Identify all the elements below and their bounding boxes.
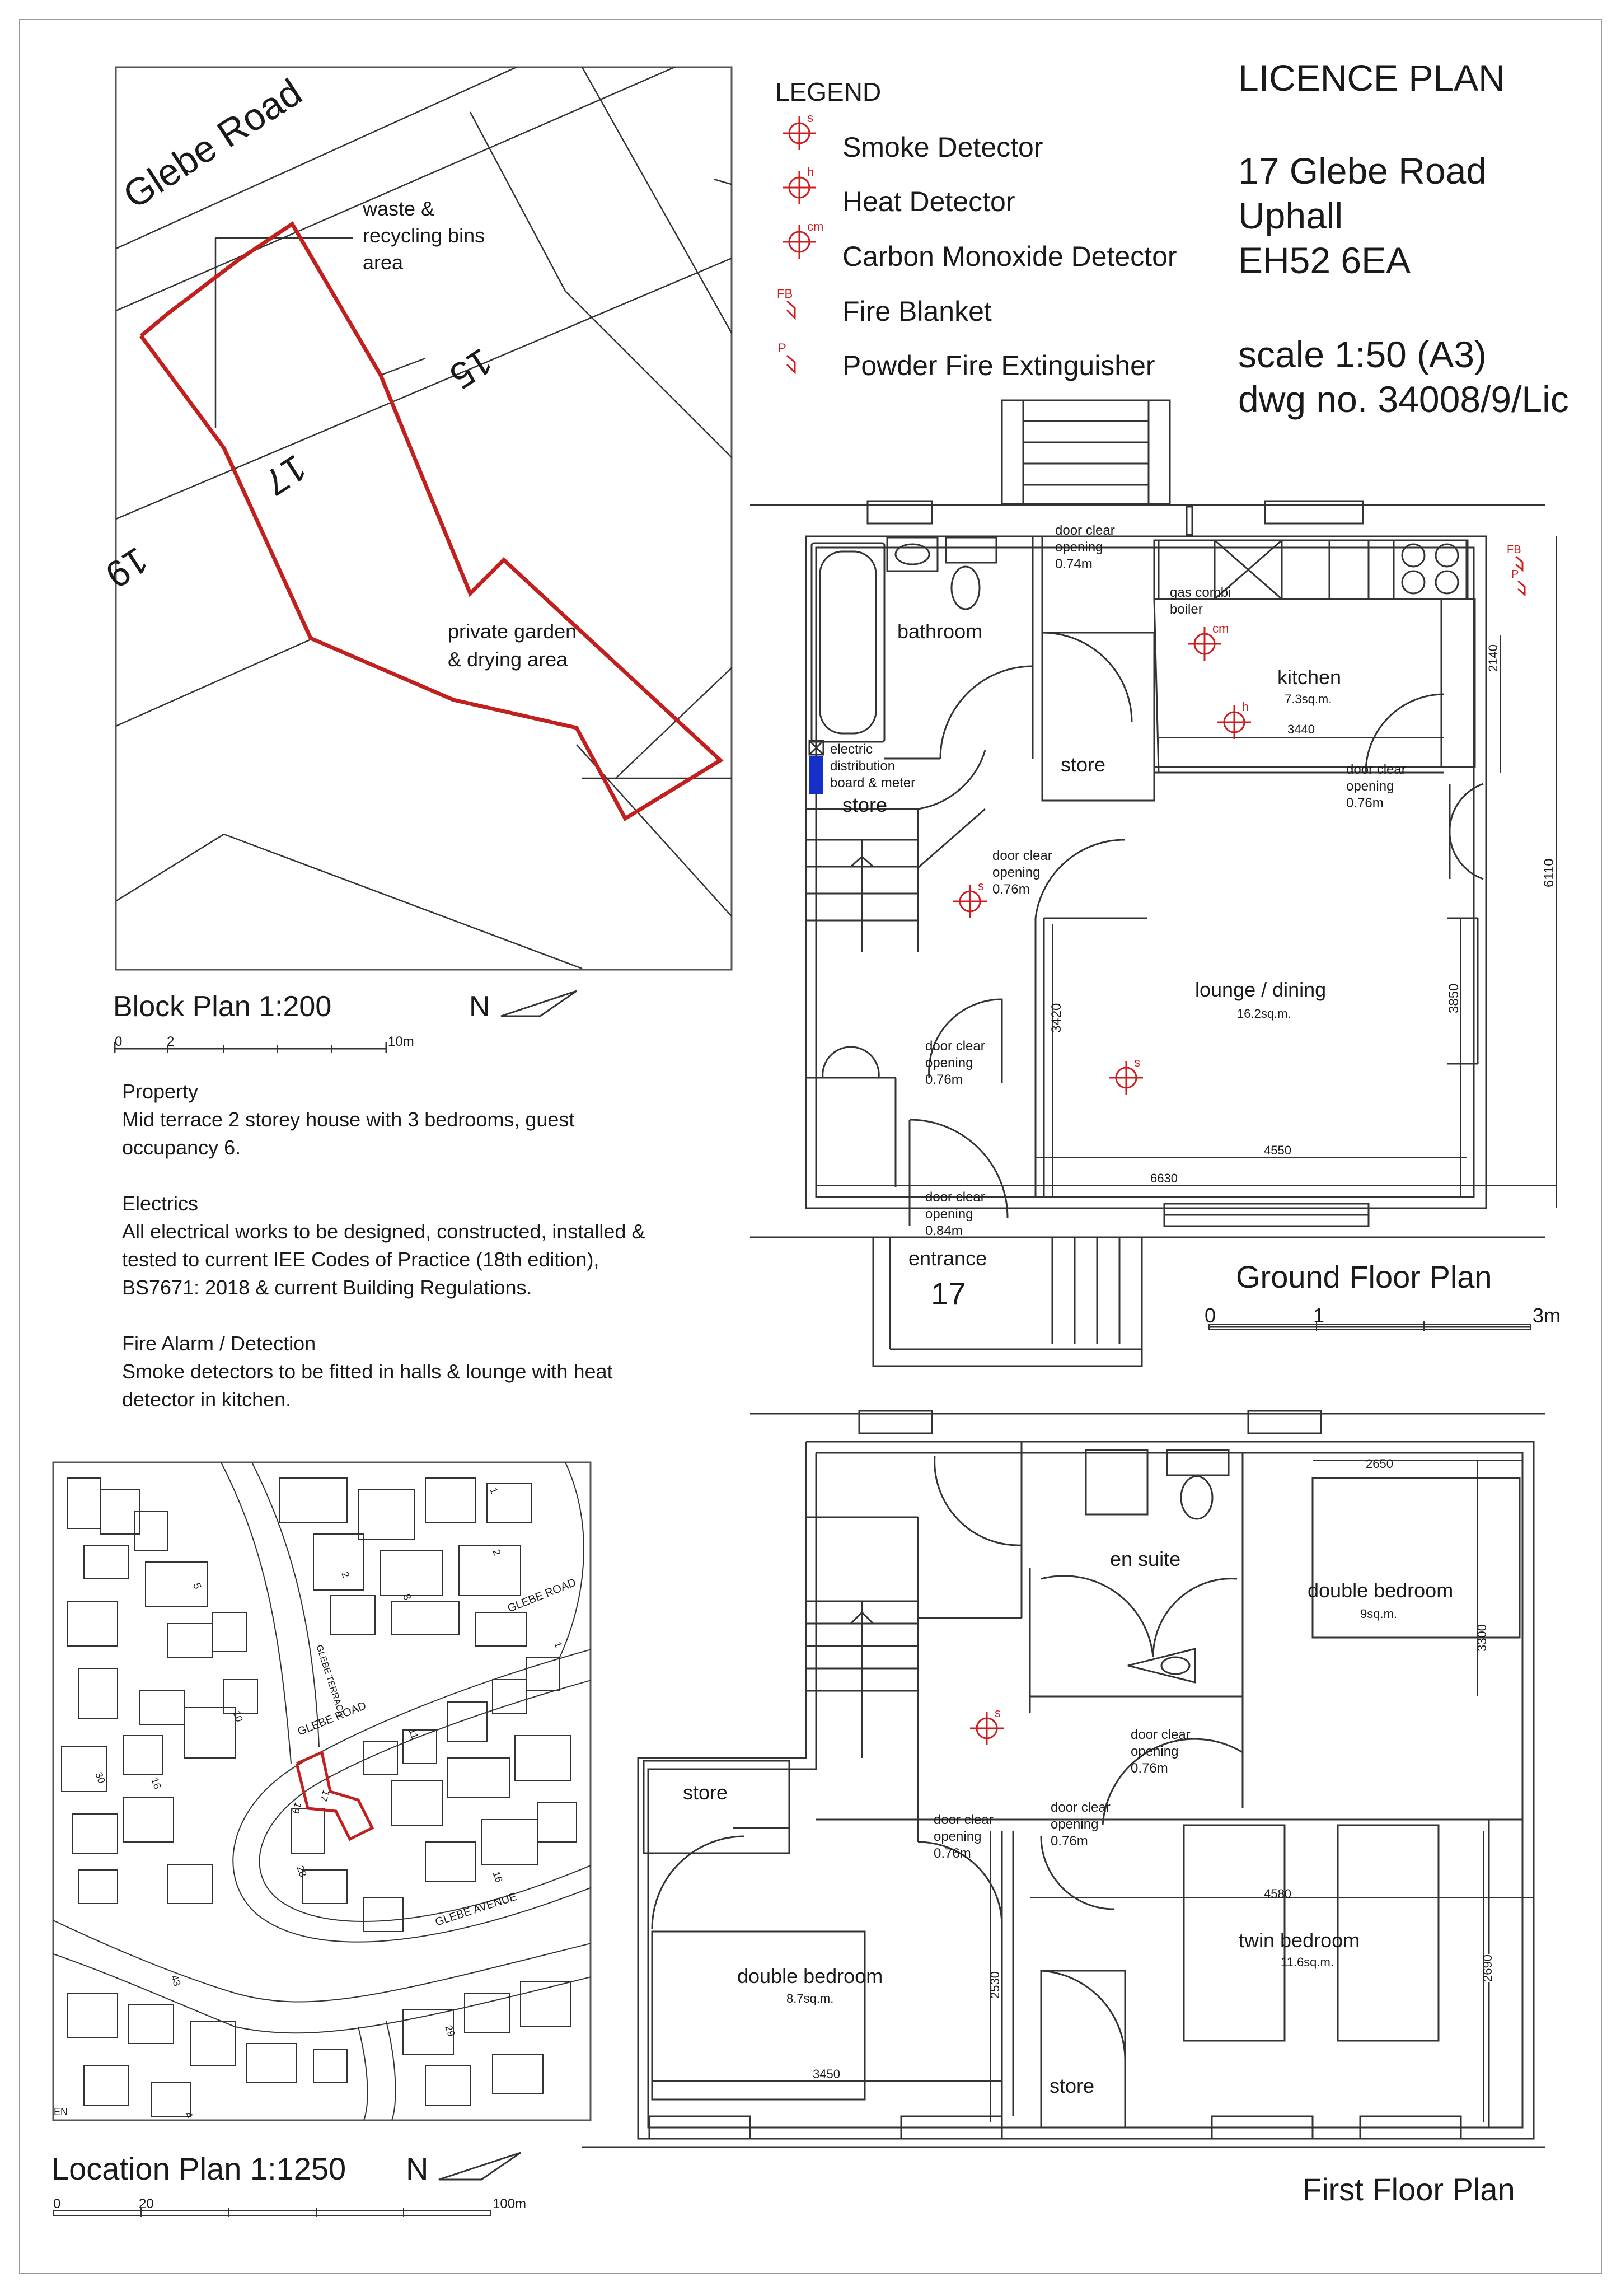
co-detector-icon: cm (807, 219, 824, 233)
fire-blanket-icon (1507, 544, 1522, 570)
boiler-note-1: gas combi (1170, 585, 1231, 600)
dim-4550: 4550 (1264, 1143, 1291, 1157)
smoke-detector-icon (1109, 1055, 1143, 1095)
first-floor-title: First Floor Plan (1303, 2172, 1515, 2207)
loc-no-1a: 1 (488, 1486, 500, 1495)
ff-dim-2690: 2690 (1481, 1954, 1494, 1982)
loc-street-4: GLEBE AVENUE (433, 1890, 519, 1929)
loc-no-5: 5 (191, 1581, 204, 1591)
garden-label-2: & drying area (448, 648, 568, 671)
loc-scale-0: 0 (53, 2196, 61, 2211)
bins-label-2: recycling bins (363, 224, 485, 247)
legend-label-extinguisher: Powder Fire Extinguisher (842, 350, 1155, 381)
loc-no-16a: 16 (149, 1776, 163, 1791)
dim-2140: 2140 (1486, 644, 1500, 672)
room-double-bedroom-2-area: 8.7sq.m. (786, 1991, 834, 2005)
door-clear-4-l3: 0.76m (925, 1072, 963, 1087)
loc-no-2b: 2 (339, 1570, 352, 1579)
note-body-fire: Smoke detectors to be fitted in halls & lounge with heat detector in kitchen. (122, 1360, 613, 1411)
note-heading-fire: Fire Alarm / Detection (122, 1332, 316, 1355)
title-block (1238, 57, 1569, 420)
dim-3850: 3850 (1446, 983, 1461, 1013)
notes (122, 1078, 654, 1442)
loc-no-29: 29 (443, 2023, 457, 2038)
door-clear-2-l3: 0.76m (1346, 796, 1384, 811)
legend (775, 77, 1177, 381)
room-bathroom: bathroom (897, 620, 983, 643)
address-line-1: 17 Glebe Road (1238, 150, 1487, 191)
block-scale-label-0: 0 (115, 1034, 123, 1049)
ff-door-clear-1-l1: door clear (1131, 1727, 1191, 1742)
block-plan-north: N (469, 990, 490, 1023)
fire-blanket-symbol: FB (777, 287, 793, 301)
gf-scale-0: 0 (1205, 1304, 1216, 1327)
co-detector-icon (1188, 621, 1229, 661)
ground-floor-title: Ground Floor Plan (1236, 1259, 1492, 1294)
legend-label-heat: Heat Detector (842, 186, 1015, 217)
room-en-suite: en suite (1110, 1547, 1181, 1570)
plan-title: LICENCE PLAN (1238, 57, 1505, 99)
heat-detector-symbol: h (1242, 700, 1249, 714)
north-arrow-icon (501, 991, 577, 1016)
electric-note-1: electric (830, 742, 873, 757)
heat-detector-icon (1217, 700, 1251, 739)
ff-dim-2650: 2650 (1366, 1457, 1393, 1471)
loc-scale-20: 20 (139, 2196, 154, 2211)
loc-no-11: 11 (406, 1727, 421, 1741)
extinguisher-symbol: P (778, 341, 786, 355)
extinguisher-icon (1511, 568, 1525, 595)
room-store-left: store (683, 1781, 728, 1804)
loc-street-3: GLEBE TERRACE (314, 1643, 346, 1718)
note-body-property: Mid terrace 2 storey house with 3 bedrooms, guest occupancy 6. (122, 1108, 575, 1159)
drawing-number: dwg no. 34008/9/Lic (1238, 378, 1569, 420)
loc-no-17: 17 (317, 1788, 332, 1803)
legend-heading: LEGEND (775, 77, 882, 106)
loc-no-43: 43 (168, 1973, 183, 1988)
loc-no-16b: 16 (490, 1869, 505, 1885)
door-clear-2-l1: door clear (1346, 762, 1406, 777)
door-clear-2-l2: opening (1346, 779, 1394, 794)
block-scale-label-10: 10m (388, 1034, 414, 1049)
smoke-detector-icon (970, 1706, 1004, 1745)
ff-dim-3300: 3300 (1475, 1624, 1489, 1652)
dim-6630: 6630 (1150, 1171, 1178, 1185)
dim-3420: 3420 (1049, 1003, 1064, 1033)
heat-detector-icon: h (807, 165, 814, 179)
co-detector-symbol: cm (1212, 621, 1229, 635)
bins-label-3: area (363, 251, 404, 274)
door-clear-5-l3: 0.84m (925, 1223, 963, 1238)
door-clear-1-l1: door clear (1055, 523, 1115, 538)
note-body-electrics: All electrical works to be designed, constructed, installed & tested to current IEE Codes of Practice (18th edition), BS7671: 2018 & current Building Regulations. (122, 1220, 645, 1299)
door-clear-1-l2: opening (1055, 540, 1103, 555)
block-plan-title: Block Plan 1:200 (113, 990, 332, 1023)
block-scale-label-2: 2 (167, 1034, 175, 1049)
ff-dim-3450: 3450 (813, 2067, 840, 2081)
ff-door-clear-1-l3: 0.76m (1131, 1761, 1168, 1776)
loc-no-2a: 2 (490, 1547, 503, 1557)
door-clear-3-l1: door clear (992, 848, 1052, 863)
room-kitchen-area: 7.3sq.m. (1285, 692, 1332, 706)
door-clear-3-l2: opening (992, 865, 1041, 880)
room-double-bedroom-2: double bedroom (737, 1965, 883, 1988)
extinguisher-symbol: P (1511, 568, 1519, 581)
gf-scale-1: 1 (1313, 1304, 1325, 1327)
room-double-bedroom-1-area: 9sq.m. (1360, 1607, 1398, 1621)
ground-floor-scale-bar (1205, 1304, 1561, 1331)
note-heading-property: Property (122, 1080, 199, 1103)
note-heading-electrics: Electrics (122, 1192, 199, 1215)
electric-note-2: distribution (830, 759, 896, 774)
location-labels (54, 1486, 578, 2120)
door-clear-5-l1: door clear (925, 1190, 985, 1205)
room-twin-bedroom: twin bedroom (1239, 1929, 1360, 1952)
ff-dim-4580: 4580 (1264, 1887, 1291, 1901)
house-number: 17 (931, 1276, 966, 1311)
loc-no-4: 4 (182, 2110, 195, 2120)
ff-door-clear-2-l1: door clear (934, 1812, 994, 1827)
electric-note-3: board & meter (830, 775, 916, 791)
scale-note: scale 1:50 (A3) (1238, 334, 1487, 375)
door-clear-4-l2: opening (925, 1055, 973, 1070)
fire-blanket-symbol: FB (1507, 544, 1521, 556)
room-entrance: entrance (908, 1247, 987, 1270)
plot-number-17: 17 (256, 447, 314, 504)
location-north-arrow-icon (439, 2153, 521, 2180)
smoke-detector-symbol: s (995, 1706, 1001, 1720)
bins-label-1: waste & (363, 197, 435, 220)
room-lounge-area: 16.2sq.m. (1237, 1007, 1291, 1021)
road-label: Glebe Road (115, 71, 310, 217)
ff-door-clear-1-l2: opening (1131, 1744, 1179, 1759)
fire-blanket-icon (777, 287, 795, 318)
smoke-detector-symbol: s (1134, 1055, 1140, 1069)
dim-3440: 3440 (1287, 722, 1315, 736)
room-kitchen: kitchen (1277, 666, 1342, 689)
door-clear-1-l3: 0.74m (1055, 557, 1093, 572)
boiler-note-2: boiler (1170, 602, 1203, 617)
door-clear-4-l1: door clear (925, 1039, 985, 1054)
garden-label-1: private garden (448, 620, 577, 643)
loc-no-10: 10 (231, 1709, 245, 1724)
loc-no-8: 8 (401, 1592, 414, 1602)
loc-no-1b: 1 (552, 1640, 565, 1649)
first-floor-symbols (970, 1706, 1004, 1745)
ff-door-clear-3-l3: 0.76m (1051, 1834, 1088, 1849)
legend-label-co: Carbon Monoxide Detector (842, 241, 1177, 272)
location-site-marker (297, 1752, 372, 1839)
loc-no-30: 30 (93, 1770, 107, 1785)
address-line-3: EH52 6EA (1238, 240, 1411, 281)
dim-6110: 6110 (1542, 858, 1557, 887)
loc-street-2: GLEBE ROAD (296, 1699, 368, 1738)
loc-no-28: 28 (294, 1864, 309, 1879)
site-boundary (141, 224, 720, 819)
gf-scale-3: 3m (1533, 1304, 1561, 1327)
block-plan-scale-bar (115, 1034, 414, 1053)
loc-scale-100: 100m (493, 2196, 527, 2211)
first-floor-plan (582, 1411, 1545, 2147)
room-store-bottom: store (1050, 2074, 1095, 2097)
ff-door-clear-3-l1: door clear (1051, 1800, 1111, 1815)
location-plan-title: Location Plan 1:1250 (51, 2151, 346, 2186)
room-double-bedroom-1: double bedroom (1308, 1579, 1454, 1602)
legend-label-blanket: Fire Blanket (842, 296, 992, 327)
notes-block (122, 1078, 654, 1414)
ff-door-clear-3-l2: opening (1051, 1817, 1099, 1832)
ground-floor-labels (830, 523, 1557, 1311)
location-plan (53, 1462, 593, 2120)
smoke-detector-symbol: s (978, 879, 984, 893)
loc-no-19: 19 (289, 1801, 304, 1816)
ff-dim-2530: 2530 (988, 1971, 1002, 1999)
ff-door-clear-2-l2: opening (934, 1829, 982, 1844)
smoke-detector-icon: s (807, 111, 813, 125)
loc-street-1: GLEBE ROAD (505, 1576, 578, 1615)
loc-no-en: EN (54, 2106, 68, 2117)
smoke-detector-icon (953, 879, 987, 918)
plot-number-15: 15 (442, 340, 500, 398)
extinguisher-icon (778, 341, 795, 372)
door-clear-3-l3: 0.76m (992, 882, 1030, 897)
room-store-stair: store (842, 793, 888, 816)
ff-door-clear-2-l3: 0.76m (934, 1846, 971, 1861)
first-floor-labels (683, 1457, 1494, 2097)
plot-number-19: 19 (98, 539, 156, 597)
block-plan (84, 0, 739, 970)
address-line-2: Uphall (1238, 195, 1343, 236)
legend-label-smoke: Smoke Detector (842, 132, 1043, 163)
ground-floor-plan (750, 400, 1556, 1366)
room-lounge-dining: lounge / dining (1195, 978, 1327, 1001)
room-twin-bedroom-area: 11.6sq.m. (1281, 1955, 1334, 1969)
location-scale-bar (53, 2196, 526, 2217)
location-plan-north: N (406, 2151, 429, 2186)
room-store-hall: store (1061, 753, 1106, 776)
door-clear-5-l2: opening (925, 1207, 973, 1222)
